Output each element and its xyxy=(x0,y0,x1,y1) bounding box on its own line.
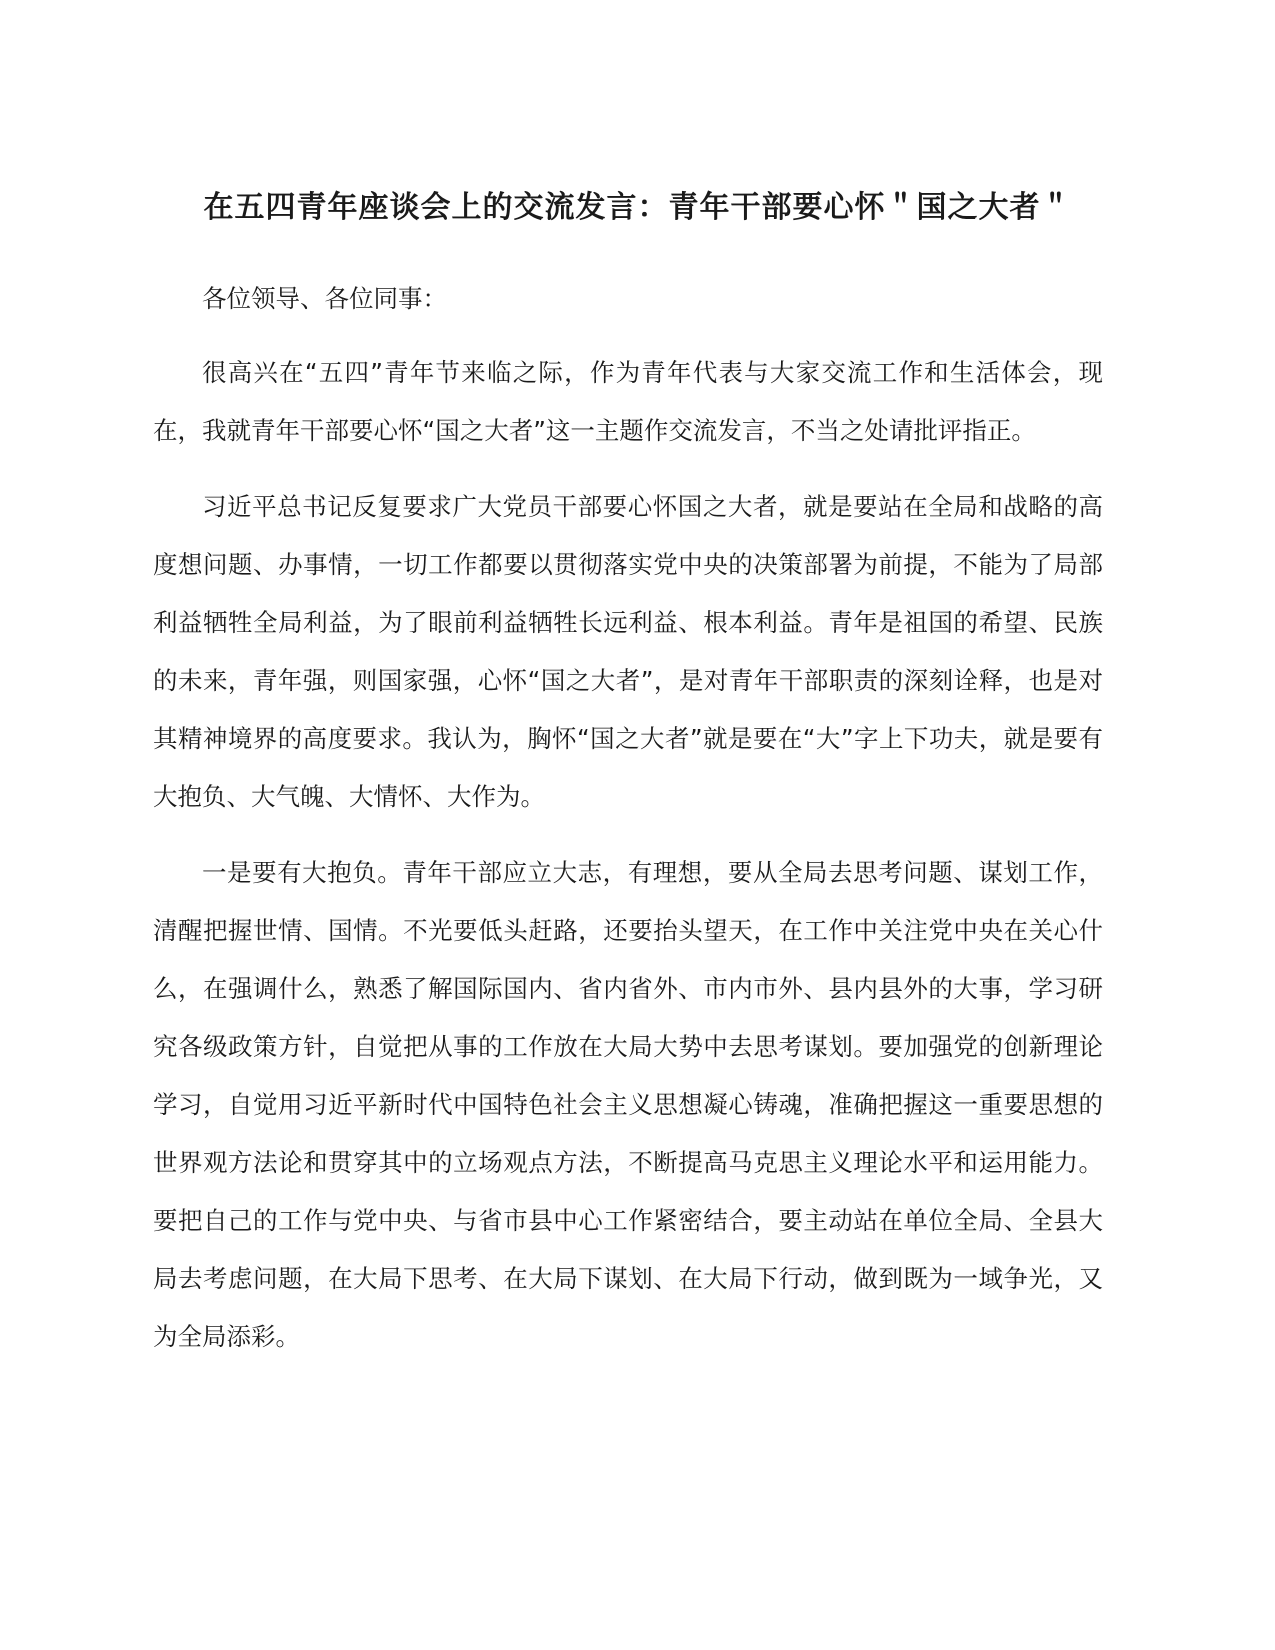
paragraph-main: 习近平总书记反复要求广大党员干部要心怀国之大者，就是要站在全局和战略的高度想问题、办事情，一切工作都要以贯彻落实党中央的决策部署为前提，不能为了局部利益牺牲全局利益，为了眼前利益牺牲长远利益、根本利益。青年是祖国的希望、民族的未来，青年强，则国家强，心怀“国之大者”，是对青年干部职责的深刻诠释，也是对其精神境界的高度要求。我认为，胸怀“国之大者”就是要在“大”字上下功夫，就是要有大抱负、大气魄、大情怀、大作为。 xyxy=(153,492,1103,811)
paragraph-intro: 很高兴在“五四”青年节来临之际，作为青年代表与大家交流工作和生活体会，现在，我就青年干部要心怀“国之大者”这一主题作交流发言，不当之处请批评指正。 xyxy=(153,358,1103,445)
paragraph-point-one: 一是要有大抱负。青年干部应立大志，有理想，要从全局去思考问题、谋划工作，清醒把握世情、国情。不光要低头赶路，还要抬头望天，在工作中关注党中央在关心什么，在强调什么，熟悉了解国际国内、省内省外、市内市外、县内县外的大事，学习研究各级政策方针，自觉把从事的工作放在大局大势中去思考谋划。要加强党的创新理论学习，自觉用习近平新时代中国特色社会主义思想凝心铸魂，准确把握这一重要思想的世界观方法论和贯穿其中的立场观点方法，不断提高马克思主义理论水平和运用能力。要把自己的工作与党中央、与省市县中心工作紧密结合，要主动站在单位全局、全县大局去考虑问题，在大局下思考、在大局下谋划、在大局下行动，做到既为一域争光，又为全局添彩。 xyxy=(153,858,1103,1351)
salutation: 各位领导、各位同事： xyxy=(202,284,447,313)
document-body xyxy=(153,270,1103,1384)
document-title: 在五四青年座谈会上的交流发言：青年干部要心怀＂国之大者＂ xyxy=(203,190,1072,225)
